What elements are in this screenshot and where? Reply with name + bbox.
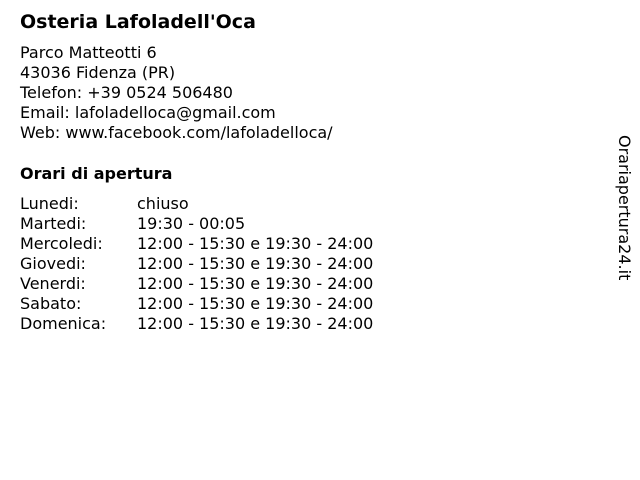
day-hours: 12:00 - 15:30 e 19:30 - 24:00 [137,314,374,333]
day-hours: 19:30 - 00:05 [137,214,246,233]
city-address: 43036 Fidenza (PR) [20,63,176,82]
day-label: Lunedi: [20,194,79,213]
email-address[interactable]: Email: lafoladelloca@gmail.com [20,103,276,122]
day-label: Sabato: [20,294,82,313]
business-name: Osteria Lafoladell'Oca [20,11,256,33]
hours-row-saturday [20,294,440,314]
contact-block [20,43,333,143]
site-watermark: Orariapertura24.it [615,135,634,281]
hours-row-wednesday [20,234,440,254]
opening-hours-heading: Orari di apertura [20,164,173,183]
hours-row-thursday [20,254,440,274]
phone-number[interactable]: Telefon: +39 0524 506480 [20,83,233,102]
day-label: Venerdi: [20,274,86,293]
hours-row-sunday [20,314,440,334]
hours-row-tuesday [20,214,440,234]
day-label: Domenica: [20,314,107,333]
street-address: Parco Matteotti 6 [20,43,157,62]
day-label: Mercoledi: [20,234,103,253]
day-label: Martedi: [20,214,87,233]
day-hours: 12:00 - 15:30 e 19:30 - 24:00 [137,254,374,273]
day-label: Giovedi: [20,254,86,273]
day-hours: 12:00 - 15:30 e 19:30 - 24:00 [137,234,374,253]
day-hours: chiuso [137,194,189,213]
day-hours: 12:00 - 15:30 e 19:30 - 24:00 [137,294,374,313]
hours-row-monday [20,194,440,214]
day-hours: 12:00 - 15:30 e 19:30 - 24:00 [137,274,374,293]
hours-row-friday [20,274,440,294]
website-link[interactable]: Web: www.facebook.com/lafoladelloca/ [20,123,333,142]
opening-hours-list [20,194,440,334]
